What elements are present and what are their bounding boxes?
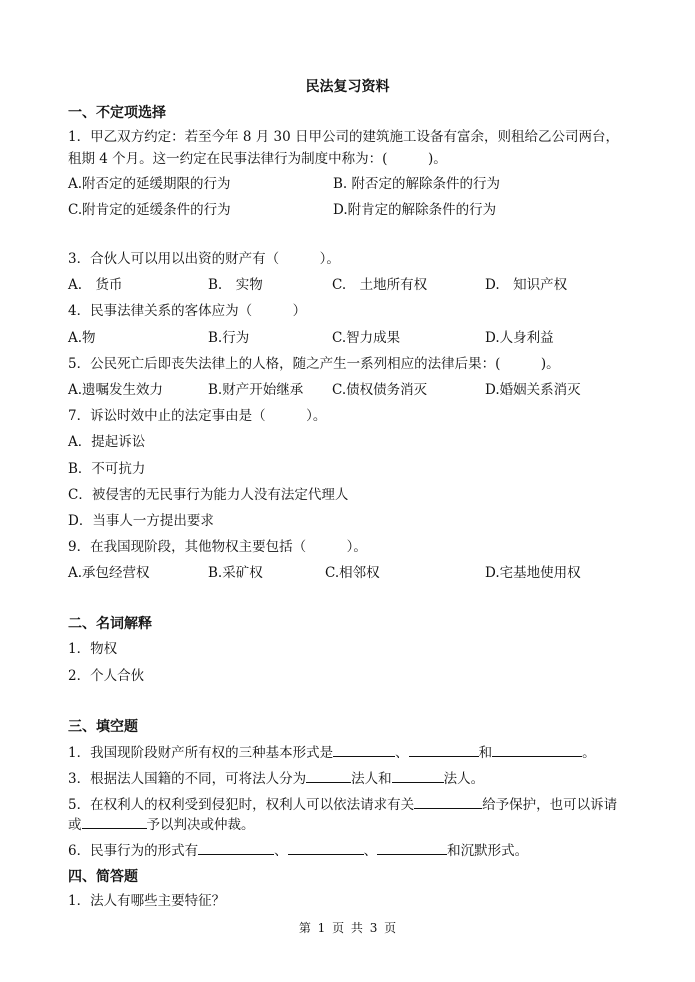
q4-option-b: B.行为 (208, 330, 250, 346)
q1-option-d: D.附肯定的解除条件的行为 (333, 202, 497, 218)
q9-option-a: A.承包经营权 (68, 565, 150, 581)
q7-option-a: A．提起诉讼 (68, 434, 146, 450)
fill-blank (333, 743, 395, 757)
fill-q3 (68, 769, 484, 788)
page-footer: 第 1 页 共 3 页 (298, 921, 397, 935)
q5-option-d: D.婚姻关系消灭 (485, 382, 581, 398)
fill-q3-mid: 法人和 (351, 771, 392, 787)
q5-option-b: B.财产开始继承 (208, 382, 304, 398)
q3-option-c: C. 土地所有权 (332, 277, 428, 293)
page-title: 民法复习资料 (305, 79, 390, 95)
fill-q1-end: 。 (582, 745, 596, 761)
section-heading-fill: 三、填空题 (68, 719, 138, 735)
q1-option-b: B. 附否定的解除条件的行为 (333, 176, 501, 192)
q7-option-d: D．当事人一方提出要求 (68, 513, 214, 529)
q7-option-b: B．不可抗力 (68, 461, 146, 477)
q3-stem: 3．合伙人可以用以出资的财产有（ ）。 (68, 251, 340, 267)
fill-blank (288, 841, 364, 855)
fill-q3-text: 3．根据法人国籍的不同，可将法人分为 (68, 771, 307, 787)
fill-blank (409, 743, 479, 757)
q5-option-a: A.遗嘱发生效力 (68, 382, 164, 398)
fill-q1-text: 1．我国现阶段财产所有权的三种基本形式是 (68, 745, 334, 761)
fill-blank (414, 795, 482, 809)
q9-option-c: C.相邻权 (325, 565, 380, 581)
q4-stem: 4．民事法律关系的客体应为（ ） (68, 303, 307, 319)
fill-blank (198, 841, 274, 855)
q9-option-b: B.采矿权 (208, 565, 263, 581)
fill-q3-end: 法人。 (443, 771, 485, 787)
q7-stem: 7．诉讼时效中止的法定事由是（ ）。 (68, 408, 327, 424)
q3-option-a: A. 货币 (68, 277, 123, 293)
q4-option-c: C.智力成果 (332, 330, 401, 346)
fill-q6-sep1: 、 (274, 843, 288, 859)
fill-q1-sep2: 和 (478, 745, 493, 761)
q1-stem-line1: 1．甲乙双方约定：若至今年 8 月 30 日甲公司的建筑施工设备有富余，则租给乙公司两台， (68, 129, 620, 145)
fill-q1-sep1: 、 (395, 745, 409, 761)
fill-q6-sep2: 、 (363, 843, 378, 859)
fill-q5-line1 (68, 795, 617, 814)
q9-option-d: D.宅基地使用权 (485, 565, 581, 581)
fill-blank (82, 815, 147, 829)
fill-q5-mid: 给予保护，也可以诉请 (482, 797, 618, 813)
fill-q5-line2 (68, 815, 255, 834)
term-2: 2．个人合伙 (68, 668, 145, 684)
fill-blank (492, 743, 582, 757)
q5-stem: 5．公民死亡后即丧失法律上的人格，随之产生一系列相应的法律后果：( )。 (68, 356, 560, 372)
short-q1: 1．法人有哪些主要特征？ (68, 893, 226, 909)
q4-option-a: A.物 (68, 330, 96, 346)
fill-q5-or: 或 (68, 817, 82, 833)
section-heading-choice: 一、不定项选择 (68, 105, 166, 121)
fill-blank (377, 841, 447, 855)
fill-q6 (68, 841, 528, 860)
section-heading-short: 四、简答题 (68, 869, 138, 885)
fill-blank (392, 769, 444, 783)
q9-stem: 9．在我国现阶段，其他物权主要包括（ ）。 (68, 539, 367, 555)
fill-q6-end: 和沉默形式。 (447, 843, 529, 859)
fill-q1 (68, 743, 596, 762)
q5-option-c: C.债权债务消灭 (332, 382, 428, 398)
fill-q6-text: 6．民事行为的形式有 (68, 843, 199, 859)
q4-option-d: D.人身利益 (485, 330, 554, 346)
term-1: 1．物权 (68, 641, 118, 657)
q3-option-b: B. 实物 (208, 277, 263, 293)
fill-q5-text: 5．在权利人的权利受到侵犯时，权利人可以依法请求有关 (68, 797, 415, 813)
fill-q5-end: 予以判决或仲裁。 (146, 817, 255, 833)
fill-blank (306, 769, 351, 783)
section-heading-terms: 二、名词解释 (68, 616, 152, 632)
q1-option-c: C.附肯定的延缓条件的行为 (68, 202, 231, 218)
q7-option-c: C．被侵害的无民事行为能力人没有法定代理人 (68, 487, 349, 503)
q1-stem-line2: 租期 4 个月。这一约定在民事法律行为制度中称为：( )。 (68, 151, 447, 167)
q1-option-a: A.附否定的延缓期限的行为 (68, 176, 231, 192)
q3-option-d: D. 知识产权 (485, 277, 568, 293)
